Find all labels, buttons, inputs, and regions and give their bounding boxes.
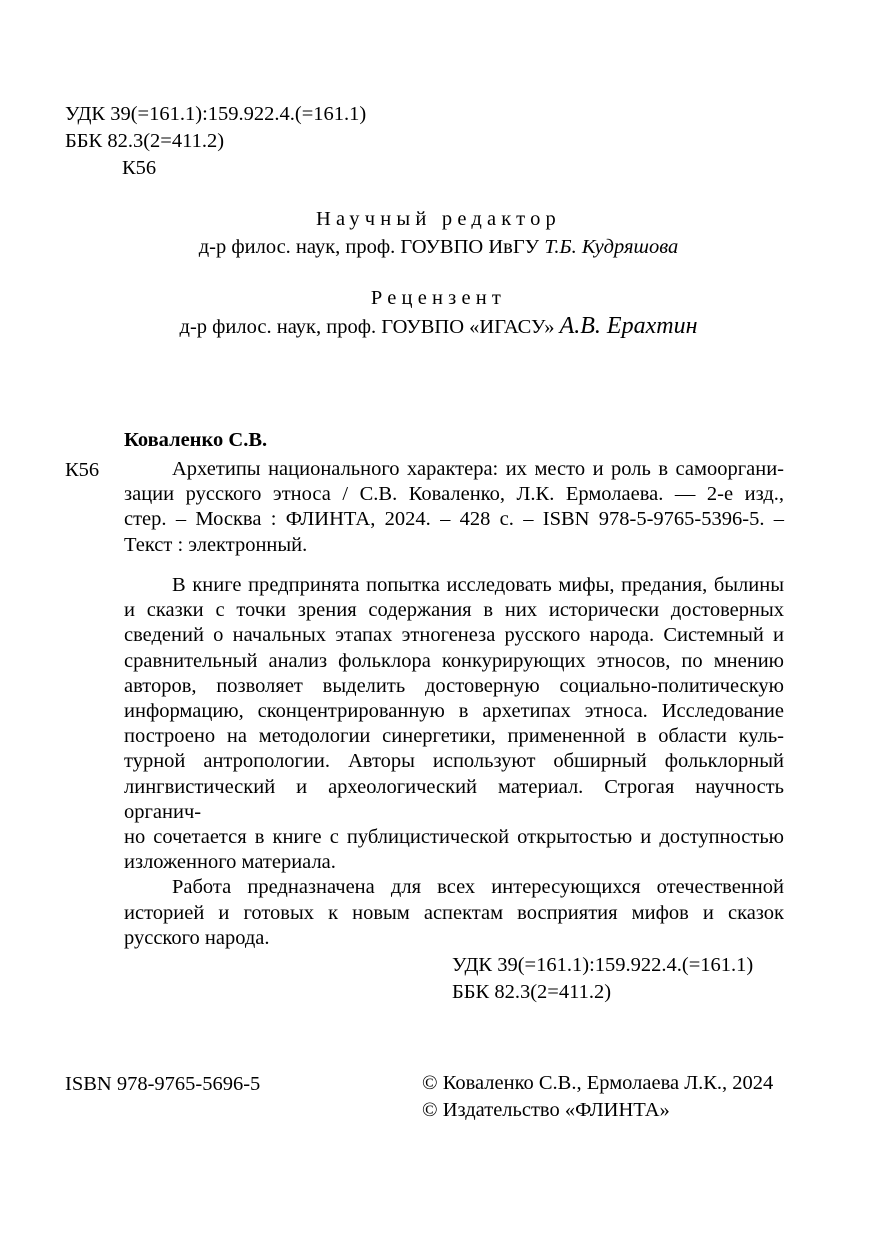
bbk-code-bottom: ББК 82.3(2=411.2) bbox=[452, 981, 612, 1003]
annotation-line: построено на методологии синергетики, примененной в области куль- bbox=[124, 725, 784, 748]
copyright-publisher: © Издательство «ФЛИНТА» bbox=[422, 1099, 670, 1121]
reviewer-role: Рецензент bbox=[370, 287, 507, 309]
annotation-line: авторов, позволяет выделить достоверную социально-политическую bbox=[124, 674, 784, 697]
top-classification-codes bbox=[65, 101, 366, 182]
author-mark: К56 bbox=[122, 157, 157, 179]
annotation bbox=[124, 573, 784, 951]
scientific-editor-block bbox=[0, 205, 877, 261]
copyright-block bbox=[422, 1070, 773, 1124]
copyright-authors: © Коваленко С.В., Ермолаева Л.К., 2024 bbox=[422, 1072, 774, 1094]
bib-line: зации русского этноса / С.В. Коваленко, Л.К. Ермолаева. — 2-е изд., bbox=[124, 483, 784, 506]
editor-role: Научный редактор bbox=[316, 208, 561, 230]
author-heading: Коваленко С.В. bbox=[124, 429, 268, 451]
bib-line: Текст : электронный. bbox=[124, 533, 308, 556]
annotation-line: и сказки с точки зрения содержания в них исторически достоверных bbox=[124, 599, 784, 622]
bbk-code: ББК 82.3(2=411.2) bbox=[65, 130, 225, 152]
bib-line: стер. – Москва : ФЛИНТА, 2024. – 428 с. – ISBN 978-5-9765-5396-5. – bbox=[124, 508, 784, 531]
reviewer-name: А.В. Ерахтин bbox=[559, 313, 698, 339]
annotation-line: сведений о начальных этапах этногенеза русского народа. Системный и bbox=[124, 624, 784, 647]
udk-code-bottom: УДК 39(=161.1):159.922.4.(=161.1) bbox=[452, 954, 754, 976]
reviewer-block bbox=[0, 284, 877, 341]
editor-credentials: д-р филос. наук, проф. ГОУВПО ИвГУ bbox=[198, 236, 545, 258]
editor-name: Т.Б. Кудряшова bbox=[544, 236, 679, 258]
annotation-line: В книге предпринята попытка исследовать мифы, предания, былины bbox=[172, 574, 784, 596]
annotation-line: лингвистический и археологический материал. Строгая научность органич- bbox=[124, 775, 784, 823]
reviewer-line bbox=[0, 312, 877, 341]
author-mark-side: К56 bbox=[65, 459, 100, 481]
annotation-line: историей и готовых к новым аспектам восприятия мифов и сказок bbox=[124, 901, 784, 924]
annotation-line: изложенного материала. bbox=[124, 851, 336, 874]
bib-line: Архетипы национального характера: их место и роль в самооргани- bbox=[172, 458, 784, 480]
annotation-line: Работа предназначена для всех интересующихся отечественной bbox=[172, 876, 784, 899]
annotation-line: сравнительный анализ фольклора конкурирующих этносов, по мнению bbox=[124, 649, 784, 672]
annotation-line: русского народа. bbox=[124, 926, 270, 949]
annotation-line: турной антропологии. Авторы используют обширный фольклорный bbox=[124, 750, 784, 773]
annotation-line: информацию, сконцентрированную в архетипах этноса. Исследование bbox=[124, 700, 784, 723]
editor-line bbox=[0, 233, 877, 261]
bibliographic-description bbox=[124, 457, 784, 558]
udk-code: УДК 39(=161.1):159.922.4.(=161.1) bbox=[65, 103, 367, 125]
annotation-line: но сочетается в книге с публицистической открытостью и доступностью bbox=[124, 826, 784, 849]
reviewer-credentials: д-р филос. наук, проф. ГОУВПО «ИГАСУ» bbox=[179, 316, 560, 338]
isbn: ISBN 978-9765-5696-5 bbox=[65, 1073, 261, 1095]
bottom-classification-codes bbox=[452, 952, 753, 1006]
